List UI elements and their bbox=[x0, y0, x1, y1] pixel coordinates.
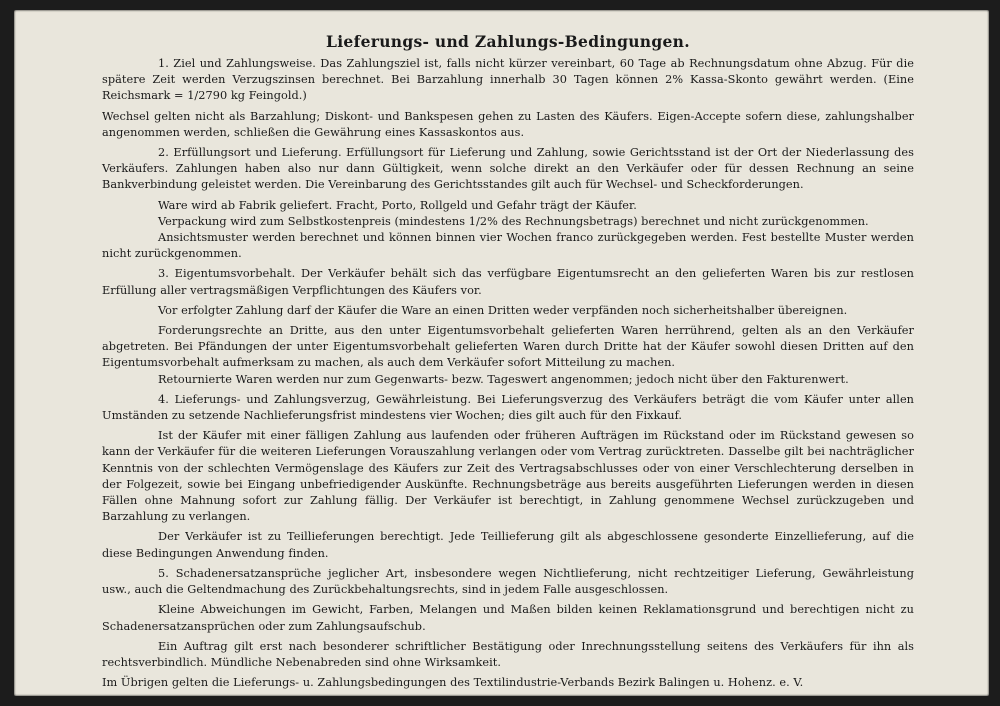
paragraph-4-delay-warranty: 4. Lieferungs- und Zahlungsverzug, Gewährleistung. Bei Lieferungsverzug des Verkäufers beträgt die vom Käufer unter allen Umständen zu setzende Nachlieferungsfrist mindestens vier Wochen; dies gilt auch für den Fixkauf. bbox=[102, 392, 914, 423]
paragraph-returned-goods: Retournierte Waren werden nur zum Gegenwarts- bezw. Tageswert angenommen; jedoch nicht über den Fakturenwert. bbox=[158, 372, 849, 386]
paragraph-5-damage-claims: 5. Schadenersatzansprüche jeglicher Art, insbesondere wegen Nichtlieferung, nicht rechtzeitiger Lieferung, Gewährleistung usw., auch die Geltendmachung des Zurückbehaltungsrechts, sind in jedem Falle ausgeschlossen. bbox=[102, 566, 914, 597]
paragraph-2-place-of-fulfillment: 2. Erfüllungsort und Lieferung. Erfüllungsort für Lieferung und Zahlung, sowie Gerichtsstand ist der Ort der Niederlassung des Verkäufers. Zahlungen haben also nur dann Gültigkeit, wenn solche direkt an den Verkäufer oder für dessen Rechnung an seine Bankverbindung geleistet werden. Die Vereinbarung des Gerichtsstandes gilt auch für Wechsel- und Scheckforderungen. bbox=[102, 146, 914, 192]
paragraph-minor-deviations: Kleine Abweichungen im Gewicht, Farben, Melangen und Maßen bilden keinen Reklamationsgrund und berechtigen nicht zu Schadenersatzansprüchen oder zum Zahlungsaufschub. bbox=[102, 603, 914, 633]
paragraph-no-pledging: Vor erfolgter Zahlung darf der Käufer die Ware an einen Dritten weder verpfänden noch sicherheitshalber übereignen. bbox=[158, 303, 848, 317]
paragraph-order-confirmation: Ein Auftrag gilt erst nach besonderer schriftlicher Bestätigung oder Inrechnungsstellung seitens des Verkäufers für ihn als rechtsverbindlich. Mündliche Nebenabreden sind ohne Wirksamkeit. bbox=[102, 639, 914, 669]
paragraph-samples: Ansichtsmuster werden berechnet und können binnen vier Wochen franco zurückgegeben werden. Fest bestellte Muster werden nicht zurückgenommen. bbox=[102, 231, 914, 261]
paragraph-ex-factory: Ware wird ab Fabrik geliefert. Fracht, Porto, Rollgeld und Gefahr trägt der Käufer. bbox=[158, 198, 637, 212]
paragraph-packaging: Verpackung wird zum Selbstkostenpreis (mindestens 1/2% des Rechnungsbetrags) berechnet und nicht zurückgenommen. bbox=[158, 214, 869, 228]
printed-card bbox=[14, 10, 989, 696]
paragraph-partial-deliveries: Der Verkäufer ist zu Teillieferungen berechtigt. Jede Teillieferung gilt als abgeschlossene gesonderte Einzellieferung, auf die diese Bedingungen Anwendung finden. bbox=[102, 530, 914, 560]
paragraph-payment-arrears: Ist der Käufer mit einer fälligen Zahlung aus laufenden oder früheren Aufträgen im Rückstand oder im Rückstand gewesen so kann der Verkäufer für die weiteren Lieferungen Vorauszahlung verlangen oder vom Vertrag zurücktreten. Dasselbe gilt bei nachträglicher Kenntnis von der schlechten Vermögenslage des Käufers zur Zeit des Vertragsabschlusses oder von einer Verschlechterung derselben in der Folgezeit, sowie bei Eingang unbefriedigender Auskünfte. Rechnungsbeträge aus bereits ausgeführten Lieferungen werden in diesen Fällen ohne Mahnung sofort zur Zahlung fällig. Der Verkäufer ist berechtigt, in Zahlung genommene Wechsel zurückzugeben und Barzahlung zu verlangen. bbox=[102, 429, 914, 524]
paragraph-1-payment-terms: 1. Ziel und Zahlungsweise. Das Zahlungsziel ist, falls nicht kürzer vereinbart, 60 Tage ab Rechnungsdatum ohne Abzug. Für die spätere Zeit werden Verzugszinsen berechnet. Bei Barzahlung innerhalb 30 Tagen können 2% Kassa-Skonto gewährt werden. (Eine Reichsmark = 1/2790 kg Feingold.) bbox=[102, 57, 914, 103]
paragraph-bills-of-exchange: Wechsel gelten nicht als Barzahlung; Diskont- und Bankspesen gehen zu Lasten des Käufers. Eigen-Accepte sofern diese, zahlungshalber angenommen werden, schließen die Gewährung eines Kassaskontos aus. bbox=[102, 109, 914, 139]
paragraph-association-terms: Im Übrigen gelten die Lieferungs- u. Zahlungsbedingungen des Textilindustrie-Verbands Bezirk Balingen u. Hohenz. e. V. bbox=[102, 676, 804, 690]
paragraph-claims-assigned: Forderungsrechte an Dritte, aus den unter Eigentumsvorbehalt gelieferten Waren herrührend, gelten als an den Verkäufer abgetreten. Bei Pfändungen der unter Eigentumsvorbehalt gelieferten Waren durch Dritte hat der Käufer sowohl diesen Dritten auf den Eigentumsvorbehalt aufmerksam zu machen, als auch dem Verkäufer sofort Mitteilung zu machen. bbox=[102, 324, 914, 370]
terms-document bbox=[102, 32, 914, 695]
document-title: Lieferungs- und Zahlungs-Bedingungen. bbox=[326, 32, 690, 51]
paragraph-3-retention-of-title: 3. Eigentumsvorbehalt. Der Verkäufer behält sich das verfügbare Eigentumsrecht an den gelieferten Waren bis zur restlosen Erfüllung aller vertragsmäßigen Verpflichtungen des Käufers vor. bbox=[102, 267, 914, 297]
